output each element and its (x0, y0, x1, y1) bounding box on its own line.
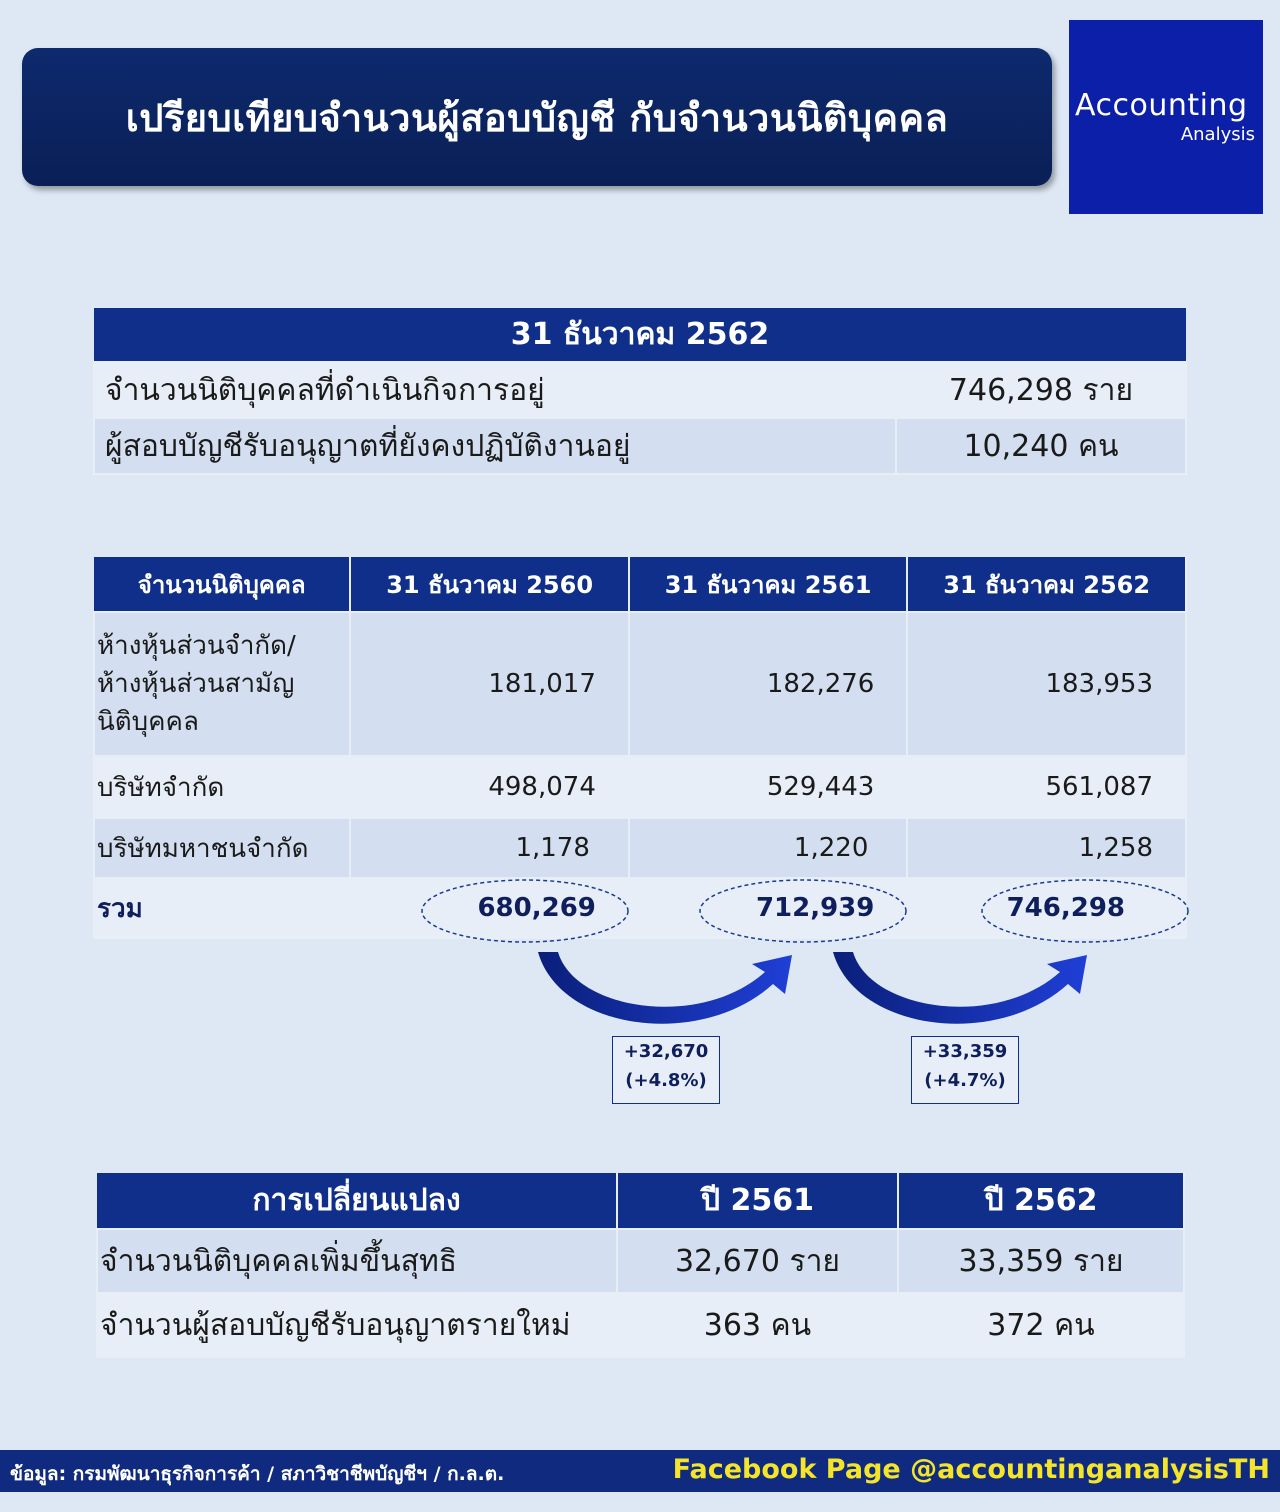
summary-value: 10,240 คน (896, 418, 1186, 474)
column-header: 31 ธันวาคม 2562 (907, 557, 1186, 612)
row-label-line: ห้างหุ้นส่วนสามัญ (97, 669, 295, 699)
summary-label: จำนวนนิติบุคคลที่ดำเนินกิจการอยู่ (94, 362, 896, 418)
column-header: 31 ธันวาคม 2561 (629, 557, 907, 612)
row-label (94, 612, 350, 756)
growth-percent: (+4.8%) (625, 1070, 707, 1091)
total-value: 712,939 (629, 878, 907, 938)
growth-percent: (+4.7%) (924, 1070, 1006, 1091)
cell-value: 1,178 (350, 818, 628, 878)
column-header: ปี 2562 (898, 1173, 1184, 1229)
growth-amount: +33,359 (922, 1041, 1008, 1062)
table-row (94, 362, 1186, 418)
curved-arrow-icon (833, 952, 1087, 1024)
cell-value: 32,670 ราย (617, 1229, 898, 1293)
cell-value: 181,017 (350, 612, 628, 756)
cell-value: 363 คน (617, 1293, 898, 1357)
row-label-line: นิติบุคคล (97, 707, 199, 737)
logo-line2: Analysis (1180, 124, 1255, 145)
column-header: จำนวนนิติบุคคล (94, 557, 350, 612)
column-header: การเปลี่ยนแปลง (97, 1173, 617, 1229)
growth-amount: +32,670 (623, 1041, 709, 1062)
column-header: ปี 2561 (617, 1173, 898, 1229)
table-row (97, 1293, 1184, 1357)
source-text: ข้อมูล: กรมพัฒนาธุรกิจการค้า / สภาวิชาชีพบัญชีฯ / ก.ล.ต. (10, 1463, 505, 1485)
entities-table (93, 557, 1187, 939)
row-label: จำนวนผู้สอบบัญชีรับอนุญาตรายใหม่ (97, 1293, 617, 1357)
summary-value: 746,298 ราย (896, 362, 1186, 418)
row-label: จำนวนนิติบุคคลเพิ่มขึ้นสุทธิ (97, 1229, 617, 1293)
accounting-analysis-logo (1069, 20, 1263, 214)
cell-value: 33,359 ราย (898, 1229, 1184, 1293)
facebook-page-link[interactable]: Facebook Page @accountinganalysisTH (672, 1454, 1270, 1485)
table-row (97, 1229, 1184, 1293)
summary-label: ผู้สอบบัญชีรับอนุญาตที่ยังคงปฏิบัติงานอยู่ (94, 418, 896, 474)
page-title: เปรียบเทียบจำนวนผู้สอบบัญชี กับจำนวนนิติบุคคล (125, 95, 949, 140)
summary-date-header: 31 ธันวาคม 2562 (94, 308, 1186, 362)
total-value: 746,298 (907, 878, 1186, 938)
changes-table (96, 1173, 1185, 1358)
cell-value: 372 คน (898, 1293, 1184, 1357)
table-row (94, 418, 1186, 474)
cell-value: 1,220 (629, 818, 907, 878)
column-header: 31 ธันวาคม 2560 (350, 557, 628, 612)
curved-arrow-icon (538, 952, 792, 1024)
row-label: บริษัทจำกัด (94, 756, 350, 818)
table-row (94, 756, 1186, 818)
cell-value: 529,443 (629, 756, 907, 818)
table-row (94, 612, 1186, 756)
summary-table (93, 308, 1187, 475)
row-label-line: ห้างหุ้นส่วนจำกัด/ (97, 631, 296, 661)
table-row (94, 818, 1186, 878)
row-label: บริษัทมหาชนจำกัด (94, 818, 350, 878)
cell-value: 561,087 (907, 756, 1186, 818)
title-banner (22, 48, 1052, 186)
cell-value: 183,953 (907, 612, 1186, 756)
cell-value: 1,258 (907, 818, 1186, 878)
footer-bar (0, 1450, 1280, 1492)
growth-box (911, 1036, 1019, 1104)
total-label: รวม (94, 878, 350, 938)
total-row (94, 878, 1186, 938)
cell-value: 498,074 (350, 756, 628, 818)
total-value: 680,269 (350, 878, 628, 938)
growth-box (612, 1036, 720, 1104)
cell-value: 182,276 (629, 612, 907, 756)
logo-line1: Accounting (1075, 88, 1248, 123)
